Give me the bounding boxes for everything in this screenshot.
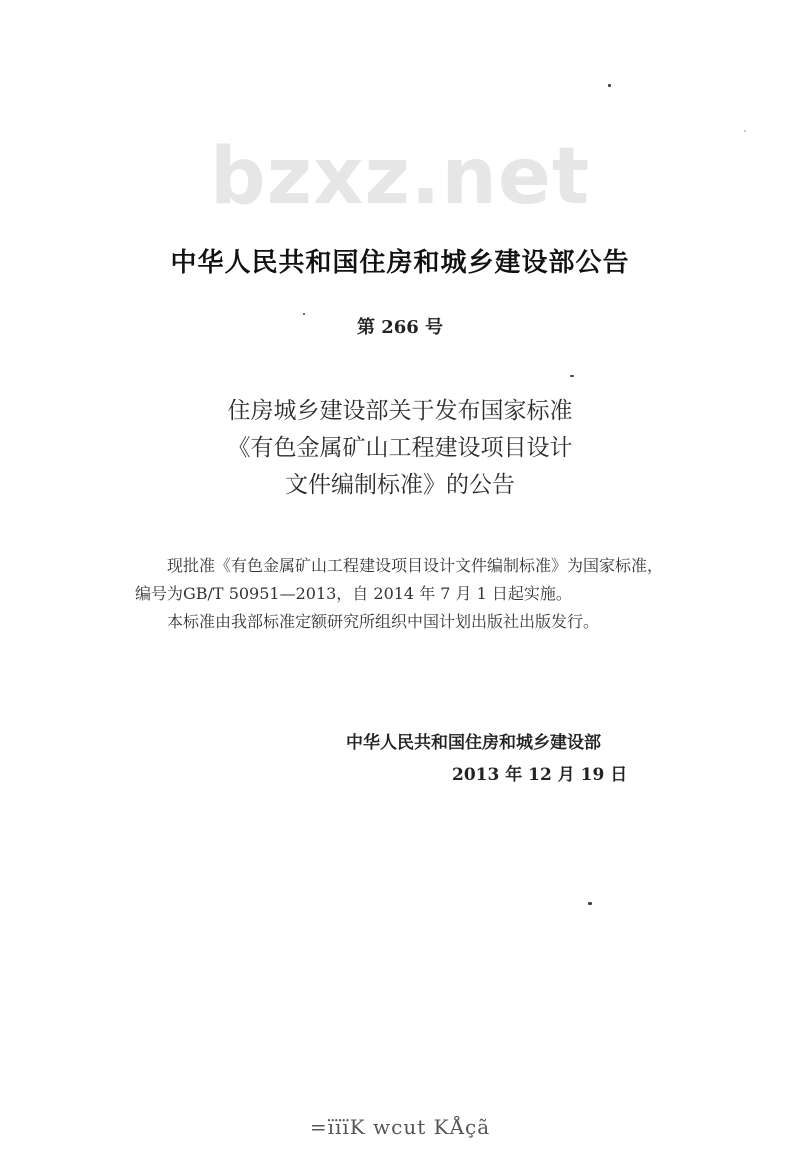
subtitle-line: 住房城乡建设部关于发布国家标准	[227, 398, 573, 424]
scan-speck	[570, 375, 574, 377]
scan-speck	[588, 902, 592, 905]
announcement-title: 中华人民共和国住房和城乡建设部公告	[170, 248, 630, 278]
issuer-name: 中华人民共和国住房和城乡建设部	[346, 733, 601, 753]
body-paragraph: 本标准由我部标准定额研究所组织中国计划出版社出版发行。	[167, 612, 600, 631]
scan-speck	[608, 84, 611, 87]
announcement-body	[135, 552, 665, 636]
scan-speck	[303, 313, 305, 315]
body-paragraph: 现批准《有色金属矿山工程建设项目设计文件编制标准》为国家标准，编号为GB/T 50951—2013，自 2014 年 7 月 1 日起实施。	[135, 556, 664, 603]
subtitle-line: 文件编制标准》的公告	[285, 472, 515, 498]
announcement-number: 第 266 号	[356, 317, 444, 338]
subtitle-line: 《有色金属矿山工程建设项目设计	[227, 435, 573, 461]
watermark: bzxz.net	[209, 132, 591, 222]
issue-date: 2013 年 12 月 19 日	[452, 765, 628, 785]
page-footer: =ïïïK wcut KÅçã	[309, 1115, 491, 1139]
scan-speck	[744, 130, 746, 132]
announcement-subtitle	[0, 393, 800, 504]
